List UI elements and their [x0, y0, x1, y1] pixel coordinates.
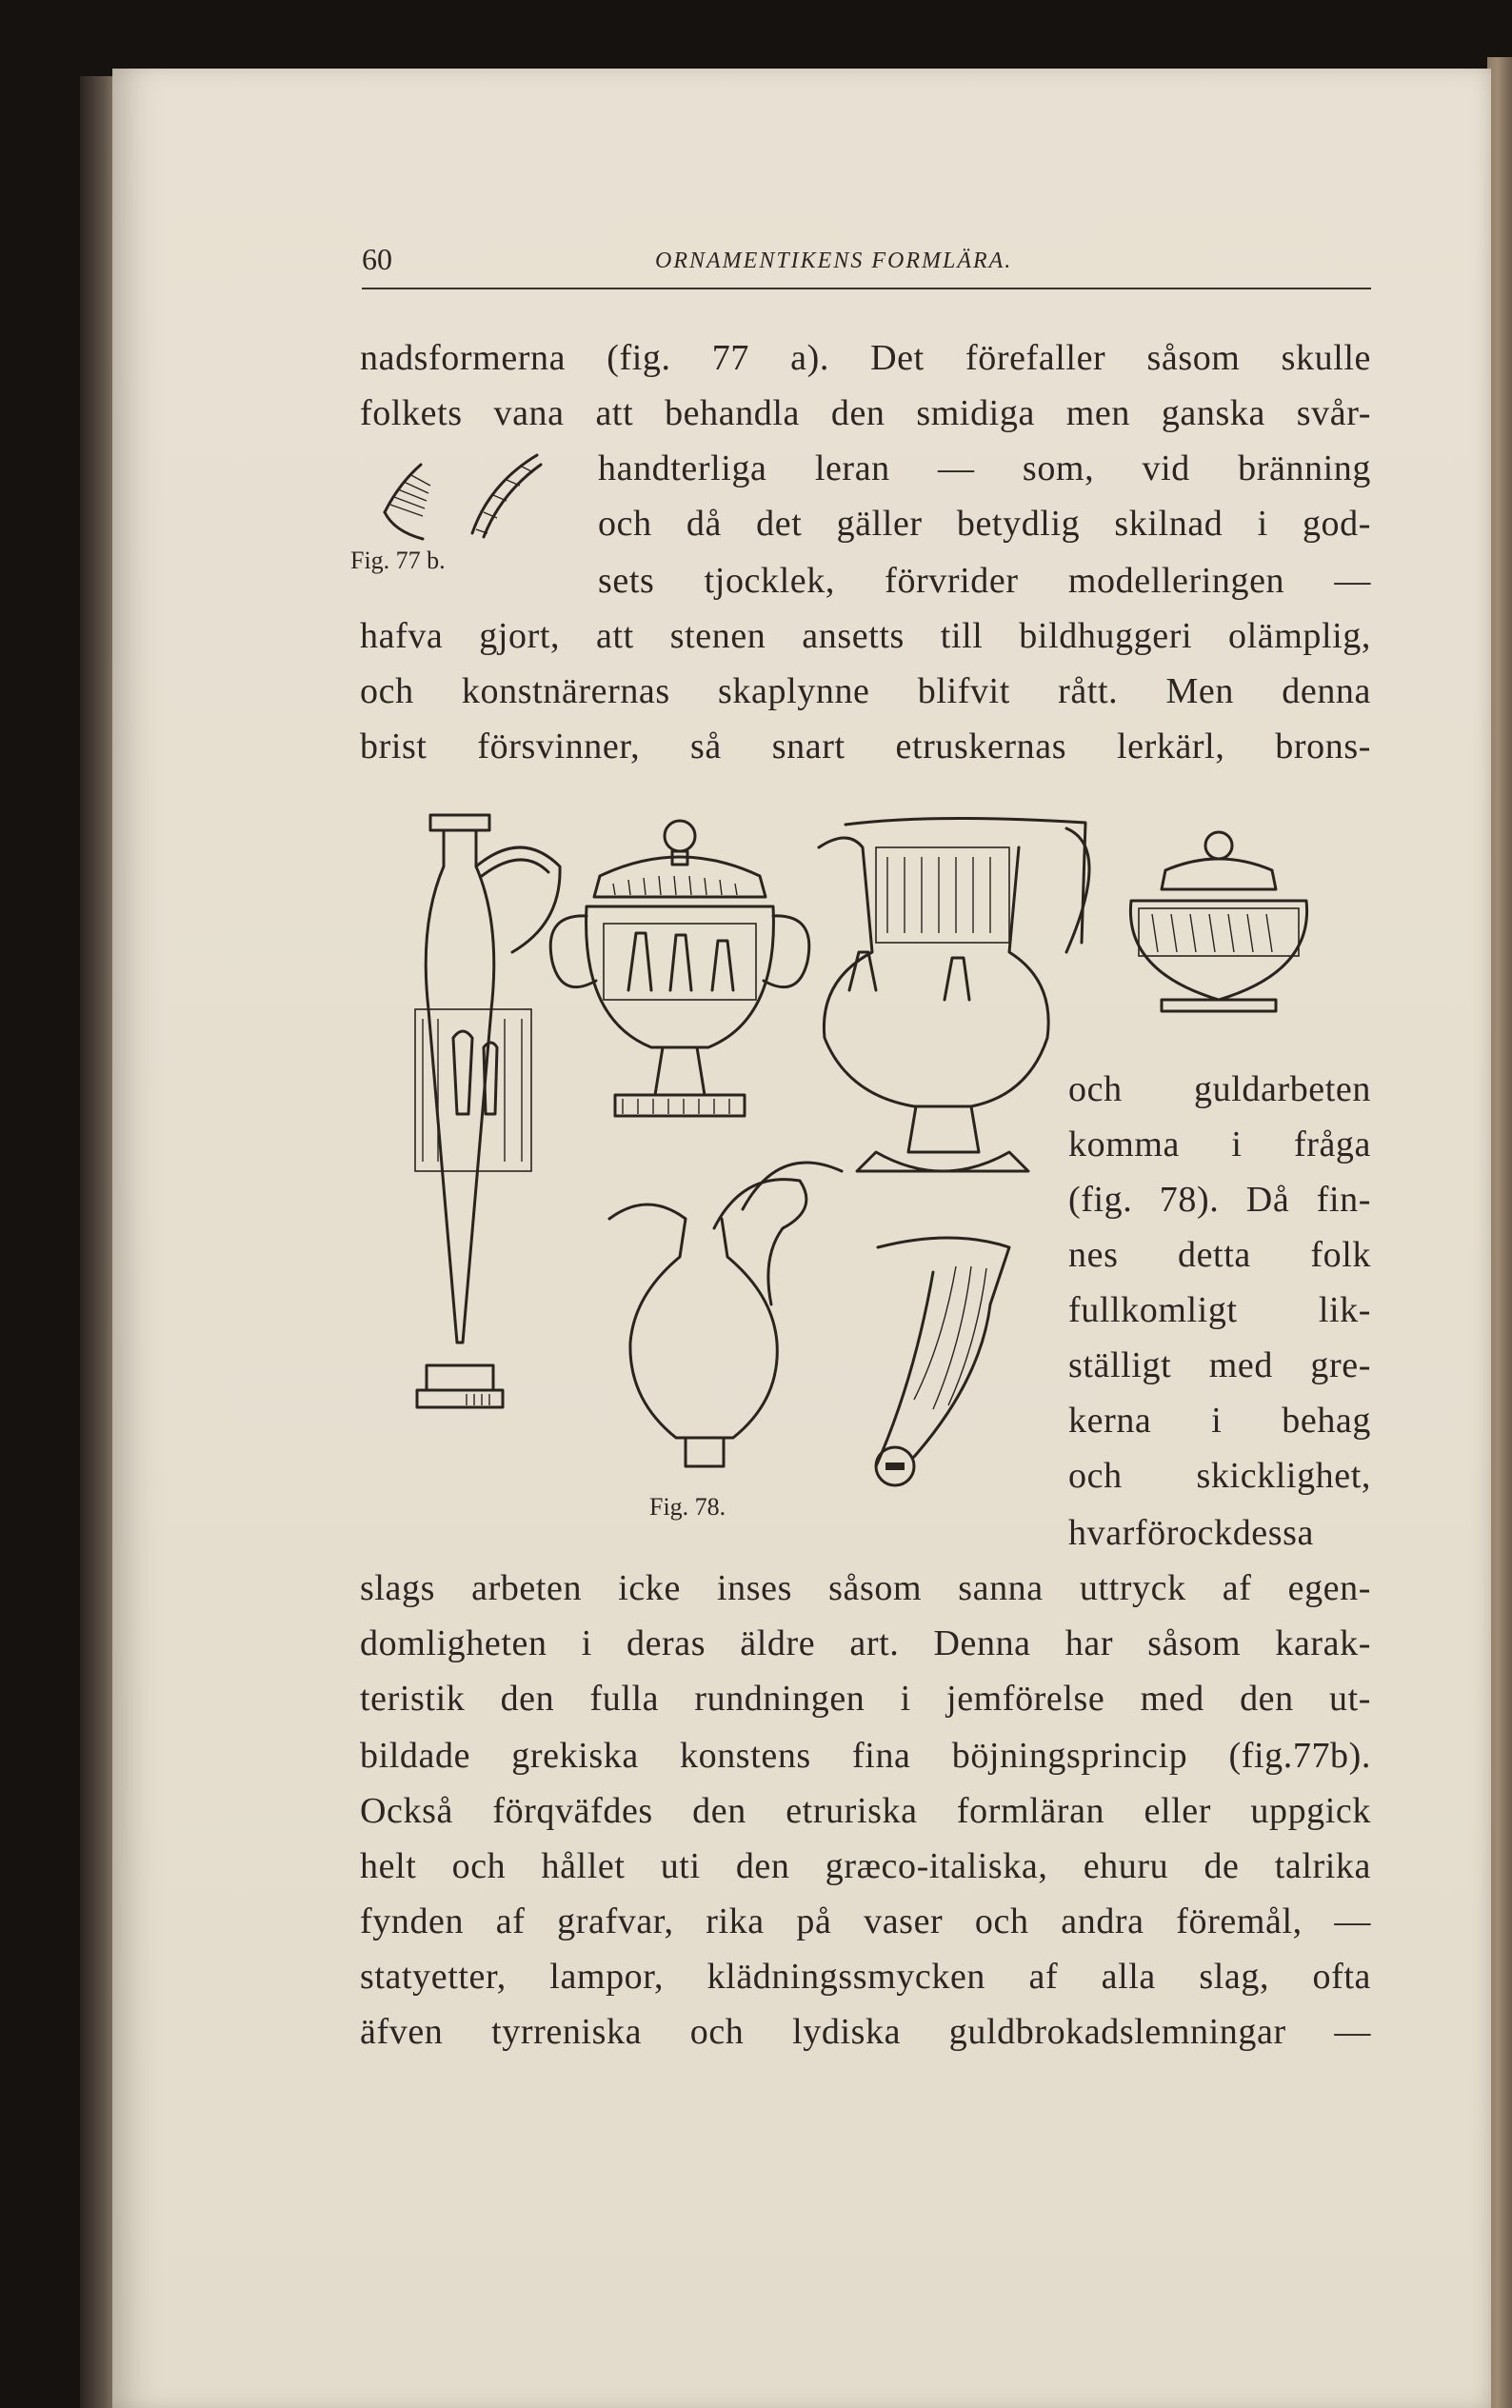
text-line: bildade grekiska konstens fina böjningsprincip (fig.77b). [360, 1736, 1371, 1776]
running-head [362, 240, 1371, 289]
text-line: Också förqväfdes den etruriska formläran eller uppgick [360, 1791, 1371, 1831]
text-line: brist försvinner, så snart etruskernas lerkärl, brons- [360, 726, 1371, 766]
text-line: slags arbeten icke inses såsom sanna uttryck af egen- [360, 1568, 1371, 1608]
text-line: handterliga leran — som, vid bränning [598, 448, 1371, 488]
oinochoe-icon [609, 1163, 842, 1466]
covered-krater-icon [550, 821, 809, 1116]
text-line: och konstnärernas skaplynne blifvit rått. Men denna [360, 671, 1371, 711]
text-line: statyetter, lampor, klädningssmycken af alla slag, ofta [360, 1957, 1371, 1997]
text-line: nadsformerna (fig. 77 a). Det förefaller såsom skulle [360, 338, 1371, 378]
text-line: kerna i behag [1068, 1401, 1371, 1441]
fig78-illustration [400, 809, 1333, 1476]
fig78-caption: Fig. 78. [649, 1493, 726, 1521]
text-line: och då det gäller betydlig skilnad i god- [598, 504, 1371, 544]
handled-jug-icon [819, 818, 1089, 1171]
text-line: äfven tyrreniska och lydiska guldbrokadslemningar — [360, 2012, 1371, 2052]
text-line: nes detta folk [1068, 1235, 1371, 1275]
text-line: hvarförockdessa [1068, 1513, 1315, 1553]
fluted-profile-icon [385, 465, 430, 539]
text-line: komma i fråga [1068, 1124, 1371, 1164]
text-line: helt och hållet uti den græco-italiska, ehuru de talrika [360, 1846, 1371, 1886]
text-line: fullkomligt lik- [1068, 1290, 1371, 1330]
text-line: fynden af grafvar, rika på vaser och andra föremål, — [360, 1901, 1371, 1941]
text-line: teristik den fulla rundningen i jemförelse med den ut- [360, 1679, 1371, 1719]
tall-amphora-icon [415, 815, 560, 1407]
fluted-profile-icon [472, 455, 541, 537]
text-line: och guldarbeten [1068, 1069, 1371, 1109]
fig77b-caption: Fig. 77 b. [350, 547, 446, 574]
text-line: hafva gjort, att stenen ansetts till bildhuggeri olämplig, [360, 616, 1371, 656]
text-line: och skicklighet, [1068, 1456, 1371, 1496]
page-number: 60 [362, 242, 392, 276]
text-line: (fig. 78). Då fin- [1068, 1180, 1371, 1220]
running-title: ORNAMENTIKENS FORMLÄRA. [655, 249, 1013, 273]
text-line: sets tjocklek, förvrider modelleringen — [598, 561, 1371, 601]
text-line: domligheten i deras äldre art. Denna har såsom karak- [360, 1623, 1371, 1663]
text-line: folkets vana att behandla den smidiga men ganska svår- [360, 393, 1371, 433]
lidded-pyxis-icon [1130, 832, 1306, 1011]
text-line: ställigt med gre- [1068, 1345, 1371, 1385]
rhyton-icon [876, 1238, 1009, 1485]
